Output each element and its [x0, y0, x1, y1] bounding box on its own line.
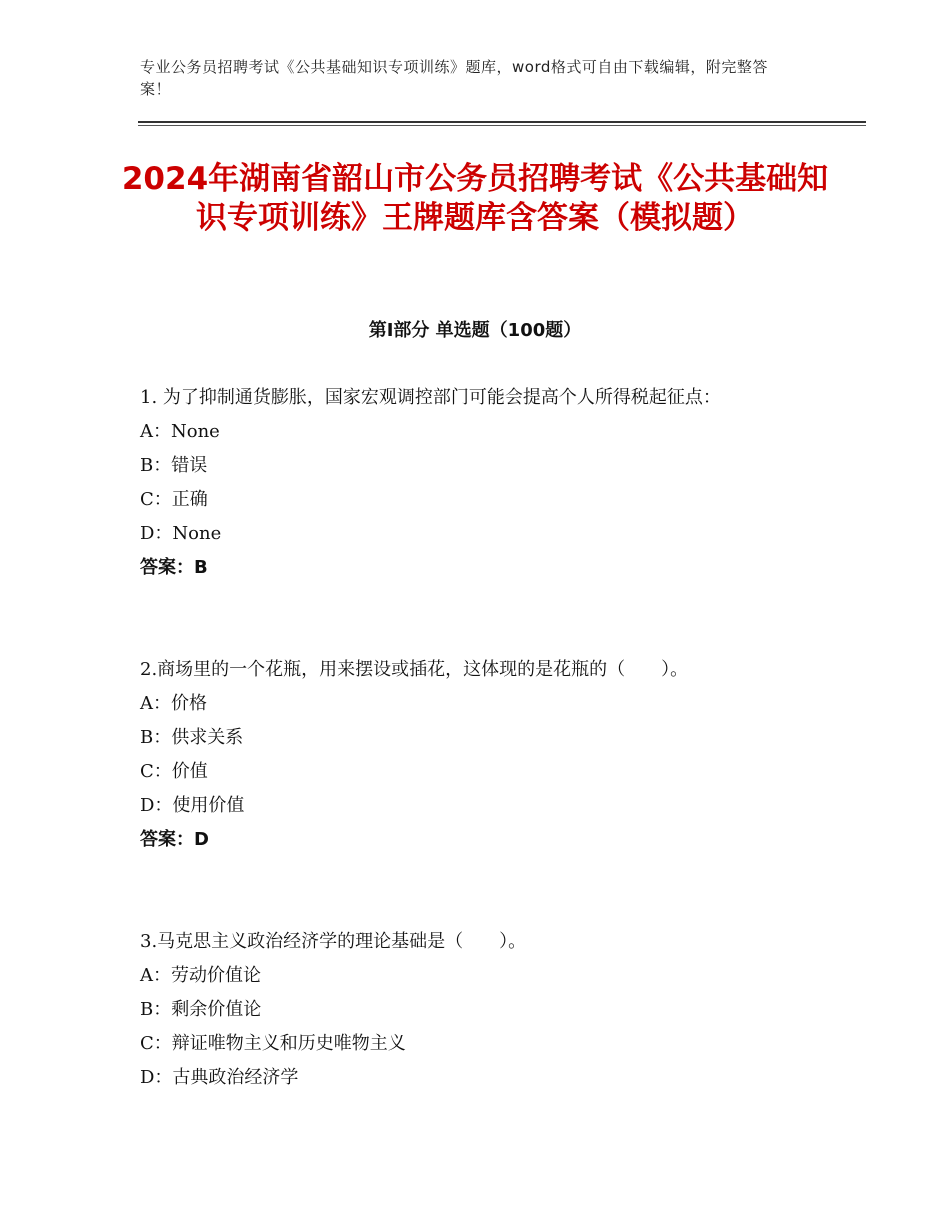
- header-note: 专业公务员招聘考试《公共基础知识专项训练》题库，word格式可自由下载编辑，附完整答案！: [140, 58, 768, 98]
- section-heading: 第Ⅰ部分 单选题（100题）: [368, 320, 582, 341]
- answer-line: 答案：D: [140, 829, 209, 850]
- answer-line: 答案：B: [140, 557, 208, 578]
- option-d: D：使用价值: [140, 795, 245, 816]
- option-c: C：正确: [140, 489, 208, 510]
- option-d: D：古典政治经济学: [140, 1067, 299, 1088]
- question-stem: 2.商场里的一个花瓶，用来摆设或插花，这体现的是花瓶的（ ）。: [140, 659, 689, 680]
- option-d: D：None: [140, 523, 222, 544]
- option-b: B：剩余价值论: [140, 999, 262, 1020]
- option-b: B：错误: [140, 455, 208, 476]
- question-2: [140, 653, 810, 857]
- question-stem: 1. 为了抑制通货膨胀，国家宏观调控部门可能会提高个人所得税起征点：: [140, 387, 721, 408]
- question-stem: 3.马克思主义政治经济学的理论基础是（ ）。: [140, 931, 527, 952]
- document-title: 2024年湖南省韶山市公务员招聘考试《公共基础知识专项训练》王牌题库含答案（模拟题）: [121, 161, 829, 236]
- question-3: [140, 925, 810, 1095]
- option-b: B：供求关系: [140, 727, 244, 748]
- option-c: C：价值: [140, 761, 208, 782]
- option-a: A：None: [140, 421, 220, 442]
- option-a: A：价格: [140, 693, 207, 714]
- option-a: A：劳动价值论: [140, 965, 261, 986]
- option-c: C：辩证唯物主义和历史唯物主义: [140, 1033, 406, 1054]
- header-rule-thin: [138, 125, 866, 126]
- header-rule-thick: [138, 121, 866, 123]
- question-1: [140, 381, 810, 585]
